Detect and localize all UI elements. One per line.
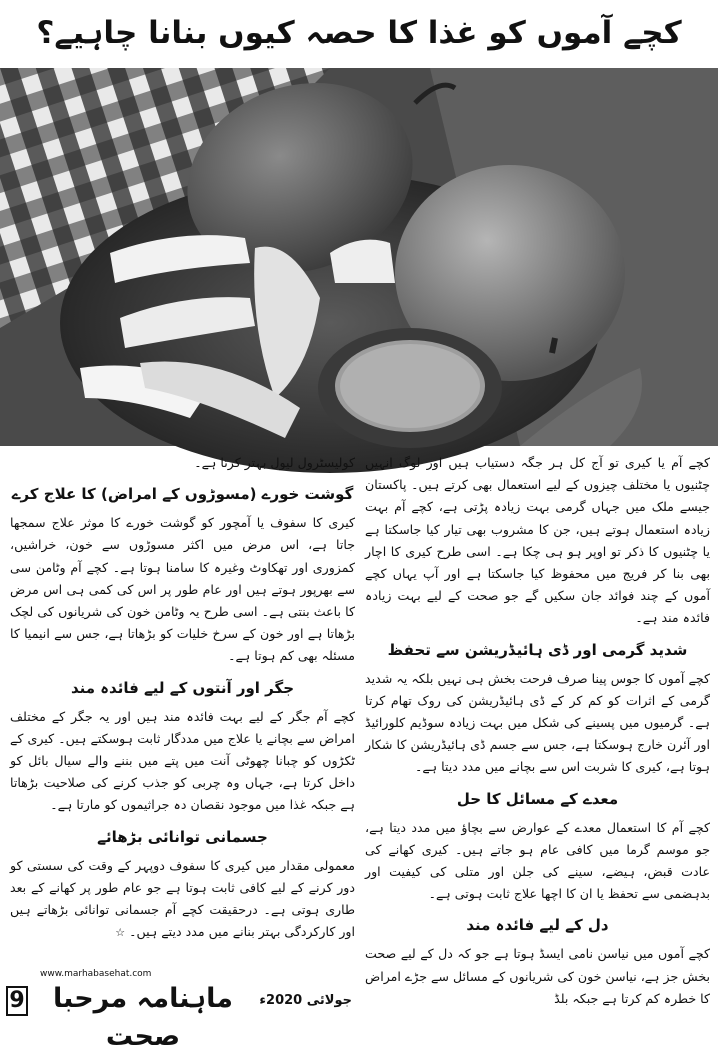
mangoes-photo <box>0 68 718 446</box>
page-footer <box>0 968 360 1052</box>
energy-text: معمولی مقدار میں کیری کا سفوف دوپہر کے وقت کی سستی کو دور کرنے کے لیے کافی ثابت ہوتا ہے جو عام طور پر کھانے کے بعد طاری ہوتی ہے۔ درحقیقت کچے آم جسمانی توانائی بڑھاتے ہیں اور کارکردگی بہتر بنانے میں مدد دیتے ہیں۔ <box>10 857 355 940</box>
section-heading-liver: جگر اور آنتوں کے لیے فائدہ مند <box>70 678 295 697</box>
article-column-right <box>365 452 710 1010</box>
section-heading-heat: شدید گرمی اور ڈی ہائیڈریشن سے تحفظ <box>387 640 688 659</box>
issue-date: جولائی 2020ء <box>259 993 352 1008</box>
section-paragraph-liver: کچے آم جگر کے لیے بہت فائدہ مند ہیں اور یہ جگر کے مختلف امراض سے بچانے یا علاج میں مددگار ثابت ہوسکتے ہیں۔ کیری کے ٹکڑوں کو چبانا چھوٹی آنت میں پتے میں بننے والے سیال بائل کو داخل کرتا ہے، جہاں وہ چربی کو جذب کرنے کی صلاحیت بڑھاتا ہے جبکہ غذا میں موجود نقصان دہ جراثیموں کو مارتا ہے۔ <box>10 708 355 813</box>
section-heading-stomach: معدے کے مسائل کا حل <box>456 789 619 808</box>
article-title: کچے آموں کو غذا کا حصہ کیوں بنانا چاہیے؟ <box>36 15 682 51</box>
section-heading-heart: دل کے لیے فائدہ مند <box>466 916 609 935</box>
article-column-left <box>10 452 355 944</box>
section-heading-gums: گوشت خورے (مسوڑوں کے امراض) کا علاج کرے <box>11 485 354 504</box>
magazine-logo: ماہنامہ مرحبا صحت <box>53 983 233 1052</box>
page-number: 9 <box>6 986 28 1016</box>
section-paragraph-heart: کچے آموں میں نیاسن نامی ایسڈ ہوتا ہے جو کہ دل کے لیے صحت بخش جز ہے، نیاسن خون کی شریانوں کے مسائل سے جڑے امراض کا خطرہ کم کرتا ہے جبکہ بلڈ <box>365 946 710 1006</box>
section-paragraph-gums: کیری کا سفوف یا آمچور کو گوشت خورے کا موثر علاج سمجھا جاتا ہے، اس مرض میں اکثر مسوڑوں سے خون، خراشیں، کمزوری اور تھکاوٹ وغیرہ کا سامنا ہوتا ہے۔ کچے آم وٹامن سی سے بھرپور ہوتے ہیں اور عام طور پر اس کی کمی ہی اس مرض کا باعث بنتی ہے۔ اسی طرح یہ وٹامن خون کی شریانوں کی لچک بڑھاتا ہے اور خون کے سرخ خلیات کو بڑھاتا ہے، جس سے انیمیا کا مسئلہ بھی کم ہوتا ہے۔ <box>10 515 355 664</box>
intro-paragraph: کچے آم یا کیری تو آج کل ہر جگہ دستیاب ہیں اور لوگ انہیں چٹنیوں یا مختلف چیزوں کے لیے استعمال بھی کرتے ہیں۔ پاکستان جیسے ملک میں جہاں گرمی بہت زیادہ پڑتی ہے، کچے آم بہت زیادہ استعمال ہوتے ہیں، جن کا مشروب بھی تیار کیا جاسکتا ہے یا چٹنیوں کا ذکر تو اوپر ہو ہی چکا ہے۔ اسی طرح کیری کا اچار بھی بنا کر فریج میں محفوظ کیا جاسکتا ہے اور آپ یہاں کچے آموں کے چند فوائد جان سکیں گے جو صحت کے لیے بہت زیادہ فائدہ مند ہے۔ <box>365 455 710 626</box>
section-paragraph-stomach: کچے آم کا استعمال معدے کے عوارض سے بچاؤ میں مدد دیتا ہے، جو موسم گرما میں کافی عام ہو جاتے ہیں۔ کیری کھانے کی عادت قبض، ہیضے، سینے کی جلن اور متلی کی کیفیت اور بدہضمی سے تحفظ یا ان کا اچھا علاج ثابت ہوتی ہے۔ <box>365 819 710 902</box>
section-heading-energy: جسمانی توانائی بڑھائے <box>97 827 268 846</box>
section-paragraph-energy <box>10 855 355 945</box>
website-url: www.marhabasehat.com <box>40 969 152 979</box>
end-mark-icon: ☆ <box>115 926 126 940</box>
continued-paragraph: کولیسٹرول لیول بہتر کرتا ہے۔ <box>194 455 355 470</box>
section-paragraph-heat: کچے آموں کا جوس پینا صرف فرحت بخش ہی نہیں بلکہ یہ شدید گرمی کے اثرات کو کم کر کے ڈی ہائیڈریشن کی روک تھام کرتا ہے۔ گرمیوں میں پسینے کی شکل میں بہت زیادہ سوڈیم کلورائیڈ اور آئرن خارج ہوسکتا ہے، جس سے جسم ڈی ہائیڈریشن کا شکار ہوتا ہے، کیری کا شربت اس سے بچانے میں مدد دیتا ہے۔ <box>365 670 710 775</box>
